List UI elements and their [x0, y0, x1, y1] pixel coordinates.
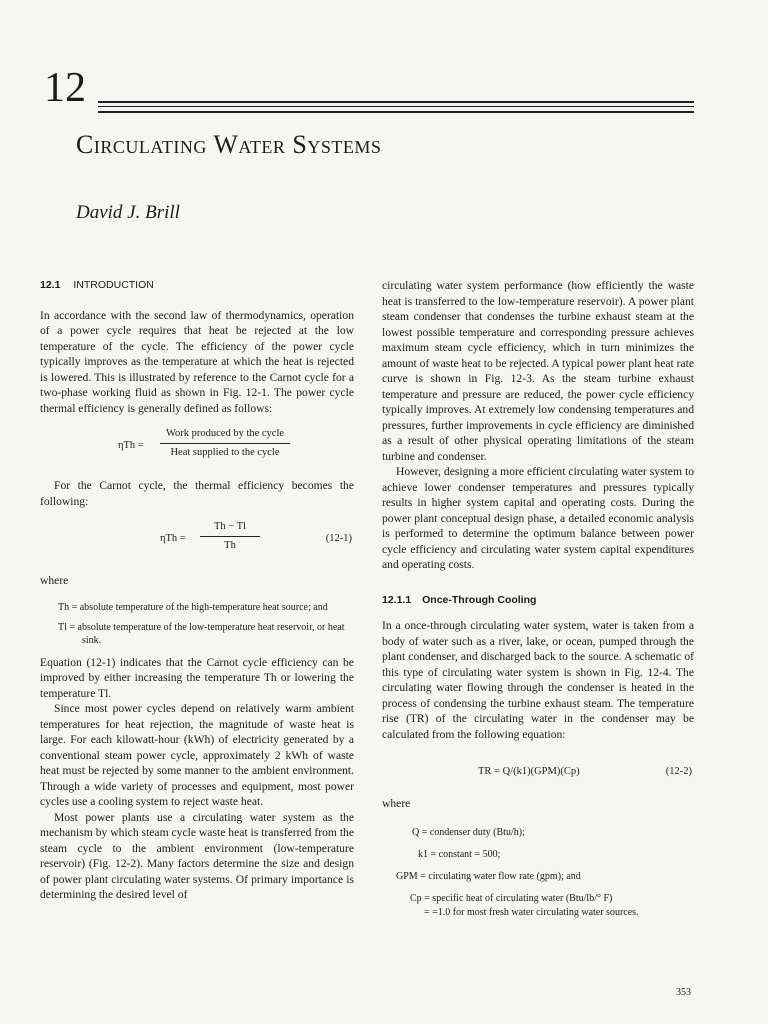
once-through-paragraph: In a once-through circulating water system, water is taken from a body of water such as a river, lake, or ocean, pumped through the plant condenser, and discharged back to the source. A schematic of this type of circulating water system is shown in Fig. 12-4. The circulating water flowing through the condenser is heated in the process of condensing the turbine exhaust steam. The temperature rise (TR) of the circulating water in the condenser may be calculated from the following equation:	[382, 619, 694, 741]
carnot-equation	[40, 519, 354, 559]
section-number: 12.1	[40, 279, 61, 291]
equation-denominator: Heat supplied to the cycle	[170, 446, 280, 458]
intro-paragraph-2: For the Carnot cycle, the thermal efficiency becomes the following:	[40, 479, 354, 508]
equation-lhs: ηTh =	[160, 533, 186, 544]
equation-numerator: Work produced by the cycle	[165, 428, 285, 439]
definition-item: Cp = specific heat of circulating water (Btu/lb/° F)	[410, 892, 613, 904]
intro-paragraph-4: Since most power cycles depend on relatively warm ambient temperatures for heat rejection, the magnitude of waste heat is large. For each kilowatt-hour (kWh) of electricity generated by a conventional steam power cycle, approximately 2 kWh of waste heat must be rejected by some manner to the ambient environment. Through a wide variety of processes and equipment, most power cycles use a cooling system to reject waste heat.	[40, 702, 354, 808]
chapter-title: Circulating Water Systems	[76, 130, 382, 159]
equation-fraction	[160, 426, 290, 460]
left-column	[40, 278, 354, 903]
section-heading	[40, 278, 354, 294]
intro-paragraph-5: Most power plants use a circulating water system as the mechanism by which steam cycle waste heat is transferred from the steam cycle to the ambient environment (low-temperature reservoir) (Fig. 12-2). Many factors determine the size and design of power plant circulating water systems. Of primary importance is determining the desired level of	[40, 810, 354, 901]
equation-denominator: Th	[224, 539, 236, 551]
page-number: 353	[676, 987, 691, 998]
intro-paragraph-1: In accordance with the second law of thermodynamics, operation of a power cycle requires that heat be rejected at the low temperature of the cycle. The efficiency of the power cycle typically improves as the temperature at which the heat is rejected is lowered. This is illustrated by reference to the Carnot cycle for a two-phase working fluid as shown in Fig. 12-1. The power cycle thermal efficiency is generally defined as follows:	[40, 308, 354, 415]
equation-number: (12-2)	[665, 766, 692, 777]
section-title: INTRODUCTION	[73, 279, 154, 291]
equation-number: (12-1)	[325, 533, 352, 544]
equation-numerator: Th − Tl	[214, 521, 246, 532]
equation-fraction	[200, 519, 260, 553]
chapter-rule	[98, 101, 694, 103]
definition-item: = =1.0 for most fresh water circulating water sources.	[424, 906, 639, 918]
intro-paragraph-7: However, designing a more efficient circulating water system to achieve lower condenser temperatures and pressures typically results in higher system capital and operating costs. During the power plant conceptual design phase, a detailed economic analysis is performed to determine the optimum balance between power cycle efficiency and circulating water system capital expenditures and operating costs.	[382, 465, 694, 571]
intro-paragraph-3: Equation (12-1) indicates that the Carnot cycle efficiency can be improved by either increasing the temperature Th or lowering the temperature Tl.	[40, 655, 354, 700]
subsection-number: 12.1.1	[382, 593, 412, 606]
definition-item: k1 = constant = 500;	[418, 848, 501, 860]
intro-paragraph-6: circulating water system performance (how efficiently the waste heat is transferred to the low-temperature reservoir). A power plant steam condenser that condenses the turbine exhaust steam at the lowest possible temperature and corresponding pressure achieves maximum steam cycle efficiency, which in turn minimizes the amount of waste heat to be rejected. A typical power plant heat rate curve is shown in Fig. 12-3. As the steam turbine exhaust temperature and pressure are reduced, the power cycle efficiency typically improves. At extremely low condensing temperatures and pressures, further improvements in cycle efficiency are diminished as a result of other physical operating limitations of the steam turbine and condenser.	[382, 279, 694, 463]
equation-body: TR = Q/(k1)(GPM)(Cp)	[478, 766, 580, 777]
chapter-rule	[98, 111, 694, 113]
chapter-author: David J. Brill	[76, 202, 180, 223]
definition-item: GPM = circulating water flow rate (gpm); and	[396, 870, 581, 882]
efficiency-equation	[40, 426, 354, 466]
equation-lhs: ηTh =	[118, 440, 144, 451]
where-label: where	[382, 797, 411, 810]
chapter-rule	[98, 106, 694, 107]
definitions-list	[58, 601, 354, 647]
temperature-rise-equation	[382, 760, 694, 790]
definitions-list	[382, 826, 694, 919]
right-column	[382, 278, 694, 928]
subsection-title: Once-Through Cooling	[422, 593, 537, 606]
definition-item: Tl = absolute temperature of the low-temperature heat reservoir, or heat sink.	[58, 621, 345, 646]
subsection-heading	[382, 593, 694, 609]
definition-item: Th = absolute temperature of the high-temperature heat source; and	[58, 601, 328, 613]
fraction-bar	[160, 443, 290, 444]
chapter-number: 12	[44, 65, 86, 111]
definition-item: Q = condenser duty (Btu/h);	[412, 826, 525, 838]
where-label: where	[40, 574, 69, 587]
fraction-bar	[200, 536, 260, 537]
